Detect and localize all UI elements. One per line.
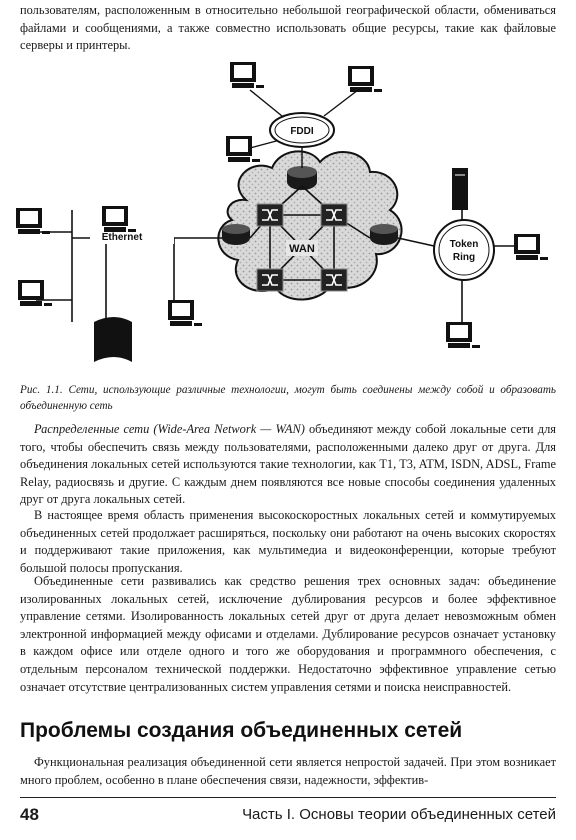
wan-switch-bottom-left: [257, 269, 283, 291]
wan-label: WAN: [289, 243, 315, 255]
running-title: Часть I. Основы теории объединенных сетей: [242, 806, 556, 823]
token-ring: [434, 220, 494, 280]
ethernet-label: Ethernet: [101, 232, 143, 243]
fddi-workstation-1: [230, 62, 264, 88]
edge-router-left: [222, 224, 250, 245]
fddi-label: FDDI: [290, 126, 314, 137]
paragraph-high-speed: В настоящее время область применения высокоскоростных локальных сетей и коммутируемых объединенных сетей продолжает расширяться, поскольку они работают на очень высоких скоростях и поддерживают такие приложения, как мультимедиа и видеоконференции, которые требуют большой полосы пропускания.: [20, 508, 556, 575]
wan-label-box: [286, 240, 318, 256]
figure-number: Рис. 1.1.: [20, 384, 63, 396]
fddi-workstation-3: [226, 136, 260, 162]
page-number: 48: [20, 805, 39, 824]
figure-caption-text: Сети, использующие различные технологии, могут быть соединены между собой и образовать объединенную сеть: [20, 384, 557, 412]
section-heading: Проблемы создания объединенных сетей: [20, 719, 463, 742]
closing-paragraph: Функциональная реализация объединенной сети является непростой задачей. При этом возникает много проблем, особенно в плане обеспечения связи, надежности, эффектив-: [20, 755, 556, 787]
paragraph-wan: [20, 421, 556, 509]
intro-paragraph: пользователям, расположенным в относительно небольшой географической области, обмениваться файлами и сообщениями, а также совместно использовать общие ресурсы, такие как файловые серверы и принтеры.: [20, 3, 556, 53]
fddi-workstation-2: [348, 66, 382, 92]
ethernet-workstation-1: [16, 208, 50, 234]
fddi-ring: [270, 113, 334, 147]
ethernet-server: [94, 317, 132, 362]
token-ring-label-1: Token: [449, 239, 479, 250]
wan-switch-bottom-right: [321, 269, 347, 291]
token-ring-label-2: Ring: [452, 252, 476, 263]
wan-switch-top-right: [321, 204, 347, 226]
figure-caption: [20, 383, 556, 414]
token-ring-workstation-1: [514, 234, 548, 260]
wan-term: Распределенные сети (Wide-Area Network — WAN): [34, 422, 305, 436]
footer-divider: [20, 797, 556, 798]
ethernet-workstation-4: [168, 300, 202, 326]
ethernet-workstation-3: [18, 280, 52, 306]
token-ring-workstation-2: [446, 322, 480, 348]
paragraph-tasks: Объединенные сети развивались как средство решения трех основных задач: объединение изолированных локальных сетей, исключение дублирования ресурсов и более эффективное управление сетями. Изолированность локальных сетей друг от друга делает невозможным обмен электронной информацией между офисами и отделами. Дублирование ресурсов означает установку в каждом офисе или отделе одного и того же оборудования и программного обеспечения, с отдельным персоналом технической поддержки. Недостаточно эффективное управление сетью означает отсутствие централизованных систем управления сетями и поиска неисправностей.: [20, 574, 556, 694]
wan-switch-top-left: [257, 204, 283, 226]
paragraph-wan-text: объединяют между собой локальные сети для того, чтобы обеспечить связь между пользователями, расположенными далеко друг от друга. Для объединения локальных сетей используются такие технологии, как T1, T3, ATM, ISDN, ADSL, Frame Relay, радиосвязь и другие. С каждым днем появляются все новые способы соединения удаленных друг от друга локальных сетей.: [20, 422, 556, 507]
edge-router-right: [370, 224, 398, 245]
token-ring-server: [452, 168, 468, 210]
network-diagram: [14, 60, 562, 380]
